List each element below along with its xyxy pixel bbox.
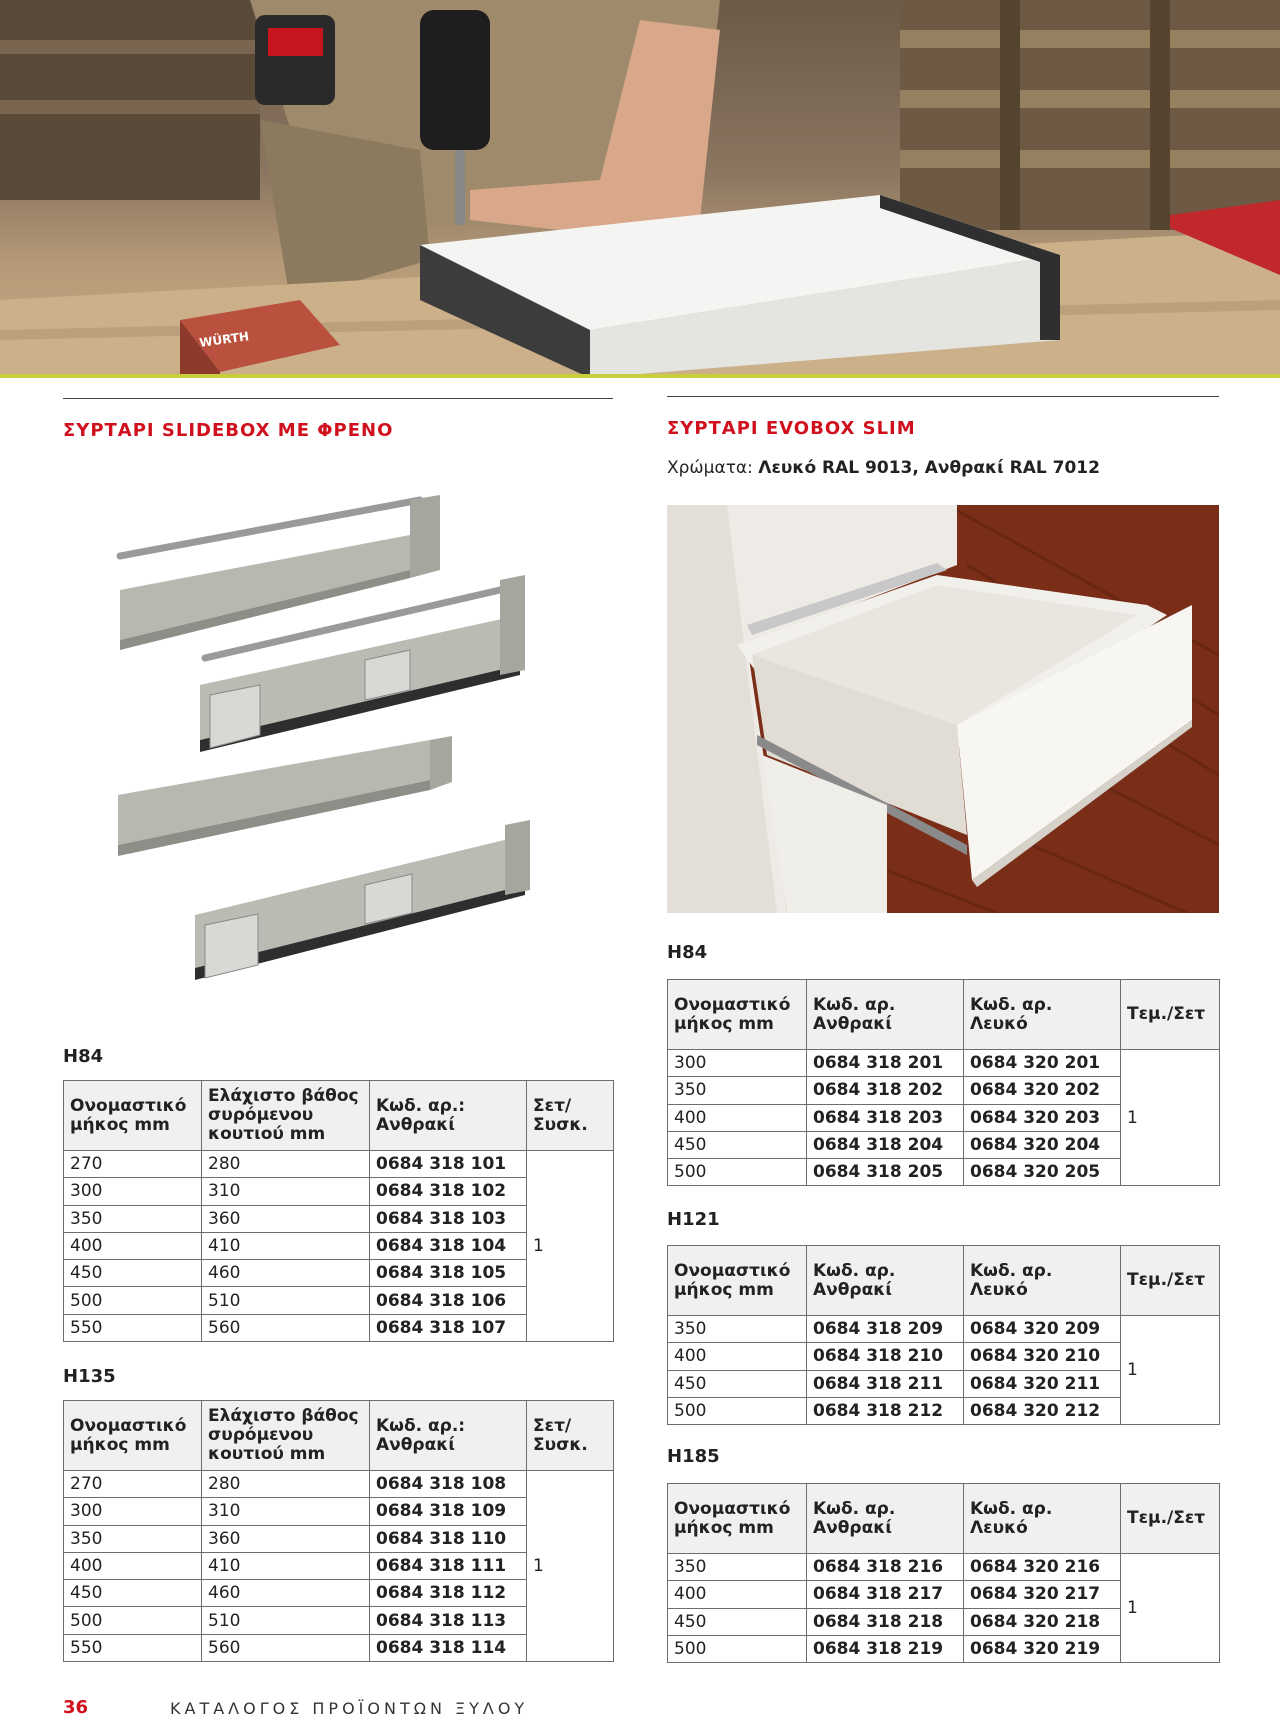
article-code-cell: 0684 318 104 (370, 1232, 527, 1259)
value-cell: 280 (202, 1151, 370, 1178)
value-cell: 270 (64, 1151, 202, 1178)
article-code-cell: 0684 320 216 (964, 1554, 1121, 1581)
table-row (668, 1554, 1220, 1581)
quantity-cell: 1 (527, 1151, 614, 1342)
value-cell: 550 (64, 1634, 202, 1661)
right-section-rule (667, 396, 1219, 397)
value-cell: 400 (668, 1581, 807, 1608)
right-table-1-label: H84 (667, 942, 708, 963)
article-code-cell: 0684 318 106 (370, 1287, 527, 1314)
article-code-cell: 0684 320 203 (964, 1104, 1121, 1131)
header-cell: Ελάχιστο βάθος συρόμενου κουτιού mm (202, 1401, 370, 1471)
right-table-2-label: H121 (667, 1209, 720, 1230)
value-cell: 450 (64, 1580, 202, 1607)
header-cell: Σετ/ Συσκ. (527, 1081, 614, 1151)
value-cell: 400 (668, 1343, 807, 1370)
header-cell: Κωδ. αρ. Λευκό (964, 1246, 1121, 1316)
quantity-cell: 1 (527, 1471, 614, 1662)
hero-photo (0, 0, 1280, 378)
article-code-cell: 0684 320 201 (964, 1050, 1121, 1077)
header-cell: Τεμ./Σετ (1121, 1484, 1220, 1554)
hero-photo-illustration (0, 0, 1280, 378)
header-cell: Ονομαστικό μήκος mm (64, 1401, 202, 1471)
article-code-cell: 0684 318 202 (807, 1077, 964, 1104)
article-code-cell: 0684 320 209 (964, 1316, 1121, 1343)
value-cell: 560 (202, 1314, 370, 1341)
header-cell: Ονομαστικό μήκος mm (668, 1246, 807, 1316)
value-cell: 350 (668, 1077, 807, 1104)
value-cell: 300 (668, 1050, 807, 1077)
article-code-cell: 0684 318 203 (807, 1104, 964, 1131)
value-cell: 460 (202, 1260, 370, 1287)
article-code-cell: 0684 318 219 (807, 1635, 964, 1662)
article-code-cell: 0684 320 217 (964, 1581, 1121, 1608)
article-code-cell: 0684 318 105 (370, 1260, 527, 1287)
quantity-cell: 1 (1121, 1554, 1220, 1663)
evobox-h185-table (667, 1483, 1220, 1663)
article-code-cell: 0684 318 103 (370, 1205, 527, 1232)
header-cell: Κωδ. αρ. Λευκό (964, 1484, 1121, 1554)
value-cell: 460 (202, 1580, 370, 1607)
table-row (64, 1471, 614, 1498)
left-table-2-label: H135 (63, 1366, 116, 1387)
value-cell: 500 (668, 1635, 807, 1662)
article-code-cell: 0684 318 109 (370, 1498, 527, 1525)
header-cell: Κωδ. αρ. Λευκό (964, 980, 1121, 1050)
article-code-cell: 0684 320 218 (964, 1608, 1121, 1635)
value-cell: 500 (64, 1607, 202, 1634)
slidebox-runner-lower-front (195, 820, 530, 980)
header-cell: Ονομαστικό μήκος mm (64, 1081, 202, 1151)
value-cell: 510 (202, 1607, 370, 1634)
value-cell: 280 (202, 1471, 370, 1498)
header-cell: Ονομαστικό μήκος mm (668, 980, 807, 1050)
value-cell: 500 (668, 1159, 807, 1186)
header-cell: Κωδ. αρ. Ανθρακί (807, 1246, 964, 1316)
article-code-cell: 0684 320 212 (964, 1397, 1121, 1424)
value-cell: 500 (64, 1287, 202, 1314)
right-section-title: ΣΥΡΤΑΡΙ EVOBOX SLIM (667, 418, 916, 439)
header-cell: Τεμ./Σετ (1121, 980, 1220, 1050)
hero-accent-line (0, 374, 1280, 378)
article-code-cell: 0684 320 210 (964, 1343, 1121, 1370)
header-cell: Σετ/ Συσκ. (527, 1401, 614, 1471)
table-row (64, 1151, 614, 1178)
value-cell: 300 (64, 1178, 202, 1205)
article-code-cell: 0684 318 101 (370, 1151, 527, 1178)
left-table-1-label: H84 (63, 1046, 104, 1067)
table-row (668, 1316, 1220, 1343)
slidebox-runner-upper-back (120, 495, 440, 650)
article-code-cell: 0684 320 219 (964, 1635, 1121, 1662)
colors-value: Λευκό RAL 9013, Ανθρακί RAL 7012 (758, 458, 1100, 478)
table-row (668, 1050, 1220, 1077)
value-cell: 310 (202, 1178, 370, 1205)
value-cell: 350 (668, 1316, 807, 1343)
colors-label: Χρώματα: (667, 458, 753, 478)
slidebox-h135-table (63, 1400, 614, 1662)
left-section-title: ΣΥΡΤΑΡΙ SLIDEBOX ΜΕ ΦΡΕΝΟ (63, 420, 394, 441)
slidebox-runner-lower-back (118, 736, 452, 856)
value-cell: 270 (64, 1471, 202, 1498)
value-cell: 400 (668, 1104, 807, 1131)
article-code-cell: 0684 318 217 (807, 1581, 964, 1608)
article-code-cell: 0684 318 112 (370, 1580, 527, 1607)
evobox-product-photo (667, 505, 1219, 913)
article-code-cell: 0684 318 211 (807, 1370, 964, 1397)
header-cell: Τεμ./Σετ (1121, 1246, 1220, 1316)
header-cell: Κωδ. αρ. Ανθρακί (807, 1484, 964, 1554)
value-cell: 500 (668, 1397, 807, 1424)
left-section-rule (63, 398, 613, 399)
value-cell: 450 (64, 1260, 202, 1287)
header-cell: Κωδ. αρ.: Ανθρακί (370, 1401, 527, 1471)
header-cell: Ονομαστικό μήκος mm (668, 1484, 807, 1554)
article-code-cell: 0684 318 218 (807, 1608, 964, 1635)
article-code-cell: 0684 318 110 (370, 1525, 527, 1552)
article-code-cell: 0684 318 210 (807, 1343, 964, 1370)
catalog-title: ΚΑΤΑΛΟΓΟΣ ΠΡΟΪΟΝΤΩΝ ΞΥΛΟΥ (170, 1699, 529, 1718)
value-cell: 350 (64, 1525, 202, 1552)
header-cell: Κωδ. αρ. Ανθρακί (807, 980, 964, 1050)
article-code-cell: 0684 318 113 (370, 1607, 527, 1634)
article-code-cell: 0684 318 111 (370, 1552, 527, 1579)
hero-box-label: WÜRTH (198, 329, 250, 350)
article-code-cell: 0684 318 114 (370, 1634, 527, 1661)
value-cell: 410 (202, 1552, 370, 1579)
value-cell: 450 (668, 1608, 807, 1635)
evobox-h84-table (667, 979, 1220, 1186)
header-cell: Ελάχιστο βάθος συρόμενου κουτιού mm (202, 1081, 370, 1151)
article-code-cell: 0684 318 108 (370, 1471, 527, 1498)
value-cell: 560 (202, 1634, 370, 1661)
article-code-cell: 0684 318 201 (807, 1050, 964, 1077)
slidebox-h84-table (63, 1080, 614, 1342)
value-cell: 510 (202, 1287, 370, 1314)
article-code-cell: 0684 320 211 (964, 1370, 1121, 1397)
article-code-cell: 0684 320 202 (964, 1077, 1121, 1104)
article-code-cell: 0684 318 107 (370, 1314, 527, 1341)
quantity-cell: 1 (1121, 1050, 1220, 1186)
right-table-3-label: H185 (667, 1446, 720, 1467)
value-cell: 410 (202, 1232, 370, 1259)
value-cell: 450 (668, 1131, 807, 1158)
evobox-h121-table (667, 1245, 1220, 1425)
quantity-cell: 1 (1121, 1316, 1220, 1425)
value-cell: 350 (668, 1554, 807, 1581)
value-cell: 350 (64, 1205, 202, 1232)
page-number: 36 (63, 1697, 89, 1718)
value-cell: 400 (64, 1232, 202, 1259)
value-cell: 360 (202, 1525, 370, 1552)
article-code-cell: 0684 318 204 (807, 1131, 964, 1158)
article-code-cell: 0684 318 205 (807, 1159, 964, 1186)
header-cell: Κωδ. αρ.: Ανθρακί (370, 1081, 527, 1151)
colors-line (667, 458, 1100, 478)
slidebox-product-image (110, 490, 550, 1000)
value-cell: 300 (64, 1498, 202, 1525)
value-cell: 550 (64, 1314, 202, 1341)
value-cell: 400 (64, 1552, 202, 1579)
article-code-cell: 0684 320 204 (964, 1131, 1121, 1158)
value-cell: 310 (202, 1498, 370, 1525)
article-code-cell: 0684 318 209 (807, 1316, 964, 1343)
article-code-cell: 0684 318 102 (370, 1178, 527, 1205)
article-code-cell: 0684 320 205 (964, 1159, 1121, 1186)
value-cell: 360 (202, 1205, 370, 1232)
article-code-cell: 0684 318 212 (807, 1397, 964, 1424)
article-code-cell: 0684 318 216 (807, 1554, 964, 1581)
value-cell: 450 (668, 1370, 807, 1397)
